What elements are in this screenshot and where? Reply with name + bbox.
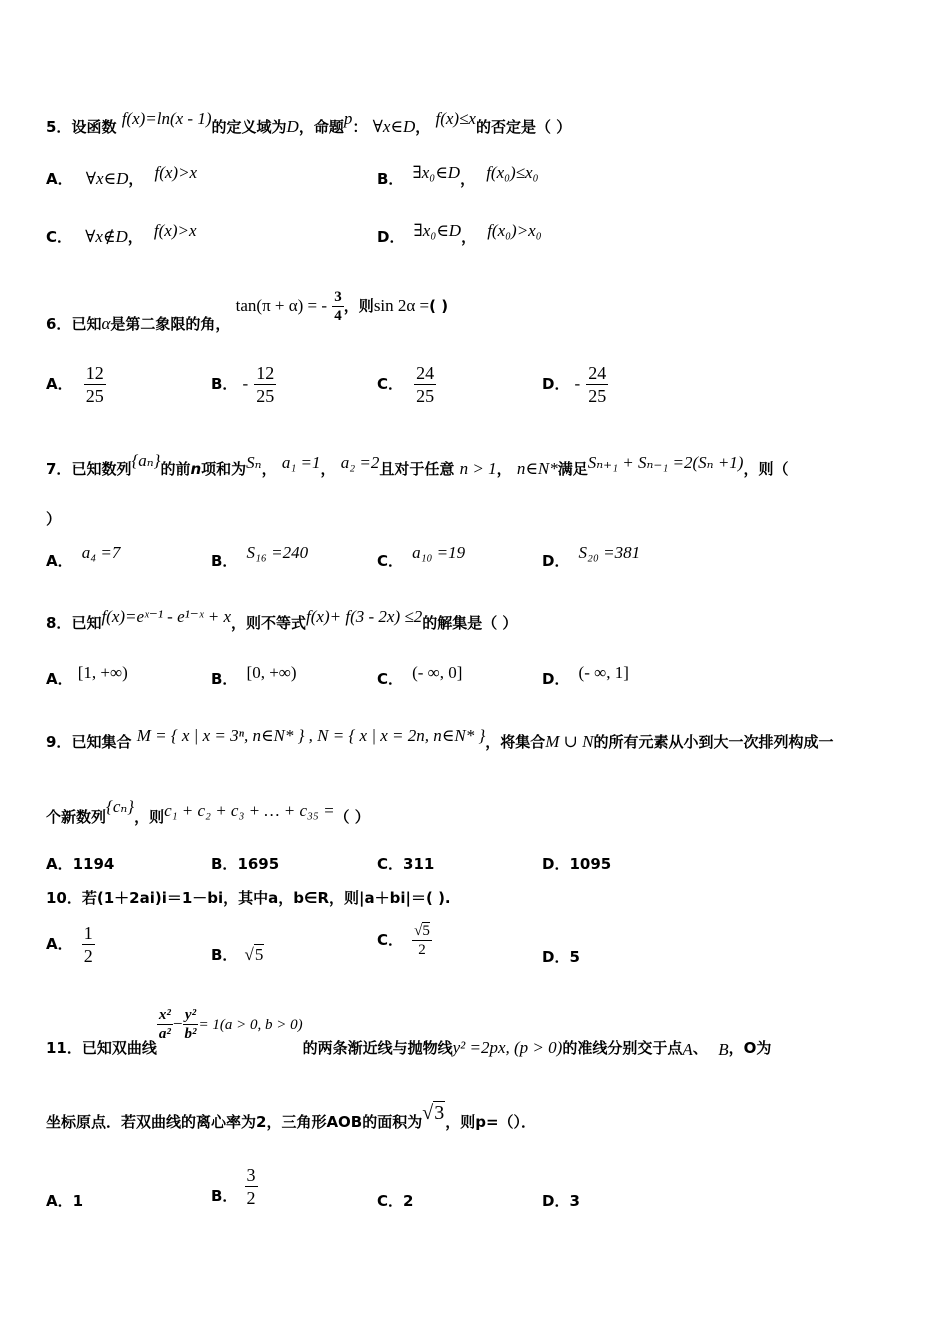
stem-text: ，则 bbox=[343, 297, 374, 315]
stem-text: 已知集合 bbox=[71, 733, 132, 751]
formula: (- ∞, 1] bbox=[578, 663, 629, 682]
option-d[interactable] bbox=[542, 1190, 580, 1211]
fraction-denominator: 25 bbox=[85, 386, 104, 406]
fraction bbox=[586, 362, 608, 407]
option-label: C． bbox=[46, 228, 73, 246]
formula: a₂ =2 bbox=[340, 453, 380, 472]
stem-text: ，O为 bbox=[728, 1039, 772, 1057]
formula: M = { x | x = 3ⁿ, n∈N* } , N = { x | x = 2n, n∈N* } bbox=[136, 726, 486, 745]
stem-text: 坐标原点．若双曲线的离心率为2，三角形AOB的面积为 bbox=[46, 1113, 423, 1131]
question-number: 5． bbox=[46, 118, 72, 136]
point-label: B bbox=[718, 1040, 729, 1059]
fraction-denominator: 2 bbox=[246, 1188, 256, 1208]
stem-text: ，则不等式 bbox=[231, 614, 307, 632]
separator: ， bbox=[128, 170, 144, 188]
stem-text: （ ） bbox=[334, 808, 370, 826]
stem-text: 的所有元素从小到大一次排列构成一 bbox=[593, 733, 834, 751]
formula: f(x)>x bbox=[153, 221, 197, 240]
formula: [0, +∞) bbox=[246, 663, 297, 682]
option-label: B． bbox=[211, 375, 238, 393]
question-10-stem: 10．若(1＋2ai)i＝1－bi，其中a，b∈R，则|a＋bi|＝( ). bbox=[46, 889, 451, 907]
stem-text: ， bbox=[320, 460, 336, 478]
option-d[interactable] bbox=[542, 946, 580, 967]
question-9-stem-continued bbox=[46, 797, 370, 827]
formula: p bbox=[343, 109, 353, 128]
option-label: B． bbox=[211, 946, 238, 964]
option-value: 5 bbox=[569, 948, 580, 966]
stem-text: ，则p=（）． bbox=[445, 1113, 537, 1131]
stem-text: 个新数列 bbox=[46, 808, 107, 826]
fraction-numerator: 24 bbox=[588, 363, 607, 383]
fraction-numerator: 12 bbox=[85, 363, 104, 383]
option-a[interactable] bbox=[46, 663, 128, 689]
formula: a₁ =1 bbox=[281, 453, 321, 472]
option-c[interactable] bbox=[377, 362, 436, 407]
option-label: A． bbox=[46, 170, 73, 188]
formula: M ∪ N bbox=[545, 732, 594, 751]
question-7-stem bbox=[46, 451, 789, 479]
option-a[interactable] bbox=[46, 362, 106, 407]
minus-sign: - bbox=[242, 374, 249, 393]
formula: ∀x∈D bbox=[85, 169, 129, 188]
question-6-stem bbox=[46, 282, 449, 333]
option-label: A． bbox=[46, 670, 73, 688]
fraction bbox=[157, 1006, 173, 1043]
formula: tan(π + α) = - bbox=[235, 296, 328, 315]
question-8-stem bbox=[46, 607, 518, 633]
option-d[interactable] bbox=[542, 663, 629, 689]
fraction-numerator: 3 bbox=[334, 289, 342, 305]
option-b[interactable] bbox=[377, 163, 539, 189]
option-value: 2 bbox=[403, 1192, 414, 1210]
formula: ∀x∉D bbox=[85, 227, 128, 246]
fraction-numerator: 12 bbox=[256, 363, 275, 383]
fraction-numerator: 3 bbox=[246, 1165, 256, 1185]
fraction-numerator: y² bbox=[184, 1007, 197, 1023]
formula: f(x)=eˣ⁻¹ - e¹⁻ˣ + x bbox=[101, 607, 232, 626]
formula: f(x)=ln(x - 1) bbox=[121, 109, 212, 128]
stem-text: ， bbox=[415, 118, 431, 136]
option-label: C． bbox=[377, 552, 404, 570]
fraction-numerator: x² bbox=[158, 1007, 171, 1023]
option-label: C． bbox=[377, 670, 404, 688]
option-label: A． bbox=[46, 935, 73, 953]
stem-text-continued: ） bbox=[46, 510, 62, 528]
formula: S₂₀ =381 bbox=[578, 543, 641, 562]
option-d[interactable] bbox=[542, 362, 608, 407]
stem-text: 满足 bbox=[557, 460, 588, 478]
fraction-denominator: 25 bbox=[588, 386, 607, 406]
question-number: 8． bbox=[46, 614, 72, 632]
stem-text: 的解集是（ ） bbox=[422, 614, 518, 632]
stem-text: 的定义域为 bbox=[211, 118, 287, 136]
fraction-numerator: √5 bbox=[414, 923, 430, 939]
fraction-denominator: 4 bbox=[334, 308, 342, 324]
formula: {cₙ} bbox=[106, 797, 135, 816]
fraction-numerator: 1 bbox=[83, 923, 93, 943]
formula: D bbox=[286, 117, 299, 136]
formula: f(x₀)≤x₀ bbox=[486, 163, 539, 182]
option-b[interactable] bbox=[211, 853, 279, 874]
point-label: A bbox=[682, 1040, 693, 1059]
option-b[interactable] bbox=[211, 944, 264, 965]
fraction bbox=[82, 922, 95, 967]
question-number: 11． bbox=[46, 1039, 82, 1057]
option-b[interactable] bbox=[211, 663, 297, 689]
formula: n > 1 bbox=[459, 459, 497, 478]
stem-text: ，命题 bbox=[298, 118, 344, 136]
fraction bbox=[84, 362, 106, 407]
option-d[interactable] bbox=[542, 853, 611, 874]
option-c[interactable] bbox=[377, 922, 432, 959]
formula: α bbox=[101, 314, 111, 333]
option-label: C． bbox=[377, 855, 404, 873]
stem-text: ， bbox=[496, 460, 512, 478]
option-c[interactable] bbox=[377, 1190, 413, 1211]
stem-text: ，则（ bbox=[743, 460, 789, 478]
formula: f(x₀)>x₀ bbox=[487, 221, 542, 240]
option-a[interactable] bbox=[46, 853, 114, 874]
formula: Sₙ bbox=[246, 453, 262, 472]
option-b[interactable] bbox=[211, 1164, 258, 1209]
square-root: √5 bbox=[244, 945, 264, 964]
stem-text: ( ) bbox=[429, 297, 449, 315]
fraction bbox=[332, 288, 344, 325]
formula: S₁₆ =240 bbox=[246, 543, 309, 562]
fraction bbox=[182, 1006, 198, 1043]
option-value: 1194 bbox=[72, 855, 115, 873]
option-c[interactable] bbox=[377, 853, 434, 874]
formula: n∈N* bbox=[516, 459, 558, 478]
option-label: D． bbox=[542, 375, 570, 393]
radicand: 5 bbox=[422, 923, 430, 939]
option-value: 1 bbox=[72, 1192, 84, 1210]
separator: ， bbox=[127, 228, 143, 246]
stem-text: 的否定是（ ） bbox=[475, 118, 572, 136]
stem-text: 已知 bbox=[71, 614, 102, 632]
option-c[interactable] bbox=[377, 663, 463, 689]
option-label: D． bbox=[542, 855, 570, 873]
option-b[interactable] bbox=[211, 362, 276, 407]
question-11-stem-continued bbox=[46, 1102, 537, 1133]
option-c[interactable] bbox=[377, 543, 466, 571]
question-9-stem bbox=[46, 726, 834, 752]
option-label: A． bbox=[46, 552, 73, 570]
formula: n bbox=[190, 460, 202, 478]
stem-text: 的前 bbox=[160, 460, 191, 478]
fraction-numerator: 24 bbox=[416, 363, 435, 383]
minus-sign: − bbox=[172, 1014, 183, 1033]
option-b[interactable] bbox=[211, 543, 309, 571]
formula: c₁ + c₂ + c₃ + … + c₃₅ = bbox=[164, 801, 335, 820]
formula: = 1(a > 0, b > 0) bbox=[198, 1017, 303, 1033]
option-label: D． bbox=[377, 228, 405, 246]
stem-text: 是第二象限的角， bbox=[110, 315, 231, 333]
radicand: 3 bbox=[434, 1102, 445, 1124]
stem-text: 、 bbox=[692, 1039, 708, 1057]
option-d[interactable] bbox=[377, 221, 542, 247]
option-label: B． bbox=[211, 1187, 238, 1205]
option-label: A． bbox=[46, 1192, 73, 1210]
fraction bbox=[254, 362, 276, 407]
option-a[interactable] bbox=[46, 922, 95, 967]
formula: y² =2px, (p > 0) bbox=[452, 1038, 563, 1057]
option-d[interactable] bbox=[542, 543, 641, 571]
formula: f(x)>x bbox=[154, 163, 198, 182]
option-label: D． bbox=[542, 552, 570, 570]
option-value: 1695 bbox=[237, 855, 280, 873]
fraction-denominator: 25 bbox=[256, 386, 275, 406]
stem-text: 项和为 bbox=[201, 460, 247, 478]
fraction bbox=[245, 1164, 258, 1209]
stem-text: 已知双曲线 bbox=[81, 1039, 157, 1057]
formula: {aₙ} bbox=[131, 451, 161, 470]
option-label: B． bbox=[211, 855, 238, 873]
formula: a₄ =7 bbox=[81, 543, 121, 562]
option-label: A． bbox=[46, 375, 73, 393]
option-a[interactable] bbox=[46, 163, 198, 189]
formula: f(x)≤x bbox=[435, 109, 476, 128]
formula: (- ∞, 0] bbox=[412, 663, 463, 682]
formula: Sₙ₊₁ + Sₙ₋₁ =2(Sₙ +1) bbox=[587, 453, 744, 472]
option-label: D． bbox=[542, 1192, 570, 1210]
question-number: 9． bbox=[46, 733, 72, 751]
option-value: 3 bbox=[569, 1192, 580, 1210]
minus-sign: - bbox=[574, 374, 581, 393]
formula: sin 2α = bbox=[373, 296, 430, 315]
question-number: 6． bbox=[46, 315, 72, 333]
formula: ∃x₀∈D bbox=[413, 221, 462, 240]
option-a[interactable] bbox=[46, 1190, 83, 1211]
question-5-stem bbox=[46, 109, 572, 137]
option-label: B． bbox=[211, 552, 238, 570]
stem-text: 设函数 bbox=[71, 118, 117, 136]
stem-text: 的准线分别交于点 bbox=[562, 1039, 683, 1057]
option-label: C． bbox=[377, 931, 404, 949]
stem-text: ，则 bbox=[134, 808, 165, 826]
option-a[interactable] bbox=[46, 543, 121, 571]
stem-text: 且对于任意 bbox=[379, 460, 455, 478]
option-label: A． bbox=[46, 855, 73, 873]
option-value: 1095 bbox=[569, 855, 612, 873]
stem-text: 的两条渐近线与抛物线 bbox=[302, 1039, 453, 1057]
stem-text: ，将集合 bbox=[485, 733, 546, 751]
fraction-denominator: 2 bbox=[83, 946, 93, 966]
fraction-denominator: 2 bbox=[418, 942, 426, 958]
separator: ， bbox=[461, 228, 477, 246]
fraction bbox=[414, 362, 436, 407]
option-label: D． bbox=[542, 670, 570, 688]
square-root: √3 bbox=[422, 1102, 445, 1124]
stem-text: 已知 bbox=[71, 315, 102, 333]
stem-text: ， bbox=[261, 460, 277, 478]
option-label: C． bbox=[377, 1192, 404, 1210]
stem-text: ： bbox=[352, 118, 368, 136]
radicand: 5 bbox=[254, 945, 264, 964]
question-11-stem bbox=[46, 1006, 772, 1059]
option-label: C． bbox=[377, 375, 404, 393]
option-label: D． bbox=[542, 948, 570, 966]
option-label: B． bbox=[377, 170, 404, 188]
stem-text: 已知数列 bbox=[71, 460, 132, 478]
separator: ， bbox=[460, 170, 476, 188]
option-label: B． bbox=[211, 670, 238, 688]
formula: ∀x∈D bbox=[372, 117, 416, 136]
formula: a₁₀ =19 bbox=[412, 543, 466, 562]
fraction-denominator: b² bbox=[184, 1026, 197, 1042]
formula: ∃x₀∈D bbox=[412, 163, 461, 182]
fraction bbox=[412, 922, 432, 959]
option-c[interactable] bbox=[46, 221, 197, 247]
formula: f(x)+ f(3 - 2x) ≤2 bbox=[306, 607, 423, 626]
option-value: 311 bbox=[403, 855, 435, 873]
fraction-denominator: 25 bbox=[416, 386, 435, 406]
fraction-denominator: a² bbox=[158, 1026, 171, 1042]
formula: [1, +∞) bbox=[77, 663, 128, 682]
question-number: 7． bbox=[46, 460, 72, 478]
